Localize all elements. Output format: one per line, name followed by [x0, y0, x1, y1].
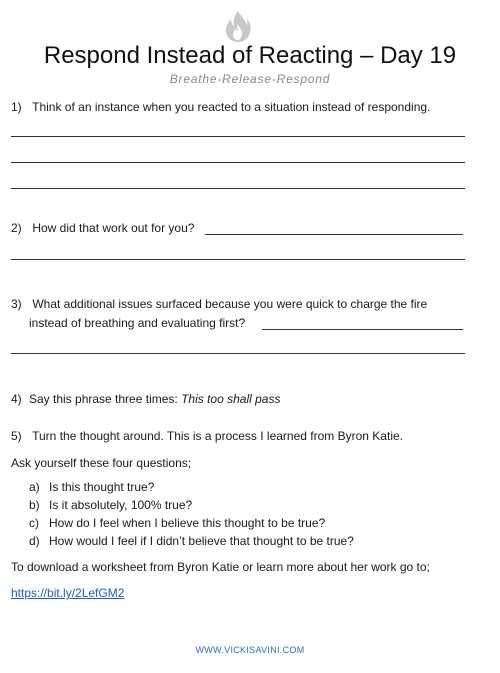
question-5	[11, 429, 403, 443]
list-text: How do I feel when I believe this thought to be true?	[49, 516, 326, 530]
answer-line[interactable]	[11, 188, 465, 189]
list-text: How would I feel if I didn’t believe that thought to be true?	[49, 534, 354, 548]
question-number: 5)	[11, 429, 22, 443]
question-number: 1)	[11, 100, 22, 114]
answer-line[interactable]	[262, 329, 463, 330]
footer-website[interactable]: WWW.VICKISAVINI.COM	[195, 645, 305, 655]
list-text: Is this thought true?	[49, 480, 155, 494]
question-number: 3)	[11, 297, 22, 311]
question-text: Turn the thought around. This is a process I learned from Byron Katie.	[32, 429, 403, 443]
ask-intro: Ask yourself these four questions;	[11, 456, 192, 470]
byron-katie-link[interactable]: https://bit.ly/2LefGM2	[11, 586, 125, 600]
page-title: Respond Instead of Reacting – Day 19	[43, 42, 457, 69]
list-letter: d)	[29, 534, 40, 548]
question-3-line-2: instead of breathing and evaluating first?	[29, 316, 246, 330]
list-letter: c)	[29, 516, 39, 530]
question-4	[11, 392, 280, 406]
list-item	[29, 498, 192, 512]
list-item	[29, 516, 325, 530]
question-text: Think of an instance when you reacted to a situation instead of responding.	[32, 100, 431, 114]
list-text: Is it absolutely, 100% true?	[49, 498, 193, 512]
answer-line[interactable]	[11, 259, 465, 260]
phrase-emphasis: This too shall pass	[181, 392, 281, 406]
question-2	[11, 221, 194, 235]
question-number: 4)	[11, 392, 22, 406]
answer-line[interactable]	[11, 353, 465, 354]
answer-line[interactable]	[11, 136, 465, 137]
page-subtitle: Breathe-Release-Respond	[169, 72, 331, 86]
question-text: What additional issues surfaced because you were quick to charge the fire	[32, 297, 428, 311]
question-1	[11, 100, 430, 114]
list-item	[29, 534, 354, 548]
flame-icon	[223, 10, 253, 43]
question-3-line-1	[11, 297, 427, 311]
answer-line[interactable]	[11, 162, 465, 163]
question-text: Say this phrase three times:	[29, 392, 182, 406]
download-text: To download a worksheet from Byron Katie or learn more about her work go to;	[11, 560, 430, 574]
question-number: 2)	[11, 221, 22, 235]
list-letter: b)	[29, 498, 40, 512]
list-letter: a)	[29, 480, 40, 494]
answer-line[interactable]	[205, 234, 463, 235]
list-item	[29, 480, 154, 494]
question-text: How did that work out for you?	[32, 221, 195, 235]
